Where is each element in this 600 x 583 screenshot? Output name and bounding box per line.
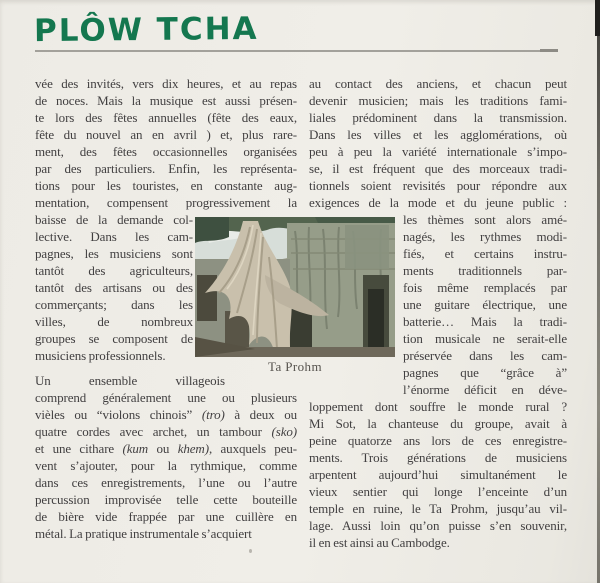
text-line: liales prédominent dans la transmission. (309, 110, 567, 125)
text-line: villes, de nombreux (35, 314, 193, 329)
text-line: Dans les villes et les agglomérations, où (309, 127, 567, 142)
text-line: tions pour les touristes, en constante aug- (35, 178, 297, 193)
text-line: les thèmes sont alors amé- (403, 212, 567, 227)
text-line: préservée dans les cam- (403, 348, 567, 363)
text-line: de bière vide frappée par une cuillère en (35, 509, 297, 524)
text-line: lage. Aussi loin qu’on puisse s’en souvenir, (309, 518, 567, 533)
text-line: pagnes, les musiciens sont (35, 246, 193, 261)
text-line: il en est ainsi au Cambodge. (309, 535, 450, 550)
text-line: te lors des fêtes annuelles (fête des eaux, (35, 110, 297, 125)
text-line: musiciens professionnels. (35, 348, 166, 363)
text-line: Mi Sot, la chanteuse du groupe, avait à (309, 416, 567, 431)
text-line: groupes se composent de (35, 331, 193, 346)
text-line: commerçants; dans les (35, 297, 193, 312)
text-line: batterie… Mais la tradi- (403, 314, 567, 329)
scan-speck (249, 549, 252, 553)
text-line: loppement dont souffre le monde rural ? (309, 399, 567, 414)
scan-edge-dark-mark (595, 0, 600, 36)
text-line: fête du nouvel an en avril ) et, plus rare- (35, 127, 297, 142)
text-line: au contact des anciens, et chacun peut (309, 76, 567, 91)
page-title: PLÔW TCHA (33, 10, 259, 50)
text-line: vieux sentier qui longe l’enceinte d’un (309, 484, 567, 499)
text-line: métal. La pratique instrumentale s’acquiert (35, 526, 252, 541)
text-line: de noces. Mais la musique est aussi présen- (35, 93, 297, 108)
text-line: peu à peu la variété internationale s’impo- (309, 144, 567, 159)
text-line: fois même remplacés par (403, 280, 567, 295)
text-line: une guitare électrique, une (403, 297, 567, 312)
text-line: tion musicale ne serait-elle (403, 331, 567, 346)
ta-prohm-photo-art (195, 217, 395, 357)
text-line: vée des invités, vers dix heures, et au repas (35, 76, 297, 91)
text-line: se, il est fréquent que des morceaux tradi- (309, 161, 567, 176)
text-line: tantôt des agriculteurs, (35, 263, 193, 278)
text-line: vièles ou “violons chinois” (tro) à deux ou (35, 407, 297, 422)
text-line: vent s’ajouter, pour la rythmique, comme (35, 458, 297, 473)
text-line: tionnels soient revisités pour répondre aux (309, 178, 567, 193)
text-line: arpentent aujourd’hui simultanément le (309, 467, 567, 482)
text-line: Un ensemble villageois (35, 373, 225, 388)
text-line: baisse de la demande col- (35, 212, 193, 227)
text-line: ments. Trois générations de musiciens (309, 450, 567, 465)
text-line: nagés, les rythmes modi- (403, 229, 567, 244)
text-line: par des particuliers. Enfin, les représenta- (35, 161, 297, 176)
text-line: dans ces enregistrements, l’une ou l’autre (35, 475, 297, 490)
text-line: mentation, compensent progressivement la (35, 195, 297, 210)
text-line: tantôt des artisans ou des (35, 280, 193, 295)
photo-caption: Ta Prohm (268, 359, 322, 374)
title-underline (35, 50, 557, 52)
text-line: comprend généralement une ou plusieurs (35, 390, 297, 405)
text-line: ment, des fêtes occasionnelles organisées (35, 144, 297, 159)
text-line: quatre cordes avec archet, un tambour (sko) (35, 424, 297, 439)
text-line: lective. Dans les cam- (35, 229, 193, 244)
text-line: temple en ruine, le Ta Prohm, jusqu’au vil- (309, 501, 567, 516)
text-line: et une cithare (kum ou khem), auxquels peu- (35, 441, 297, 456)
text-line: fiés, et certains instru- (403, 246, 567, 261)
text-line: peine quatorze ans lors de ces enregistre- (309, 433, 567, 448)
ta-prohm-photo (195, 217, 395, 357)
text-line: percussion improvisée telle cette bouteille (35, 492, 297, 507)
text-line: pagnes que “grâce à” (403, 365, 567, 380)
text-line: ments traditionnels par- (403, 263, 567, 278)
text-line: devenir musicien; mais les traditions fami- (309, 93, 567, 108)
title-underline-end (540, 49, 558, 52)
text-line: exigences de la mode et du jeune public : (309, 195, 567, 210)
text-line: l’énorme déficit en déve- (403, 382, 567, 397)
